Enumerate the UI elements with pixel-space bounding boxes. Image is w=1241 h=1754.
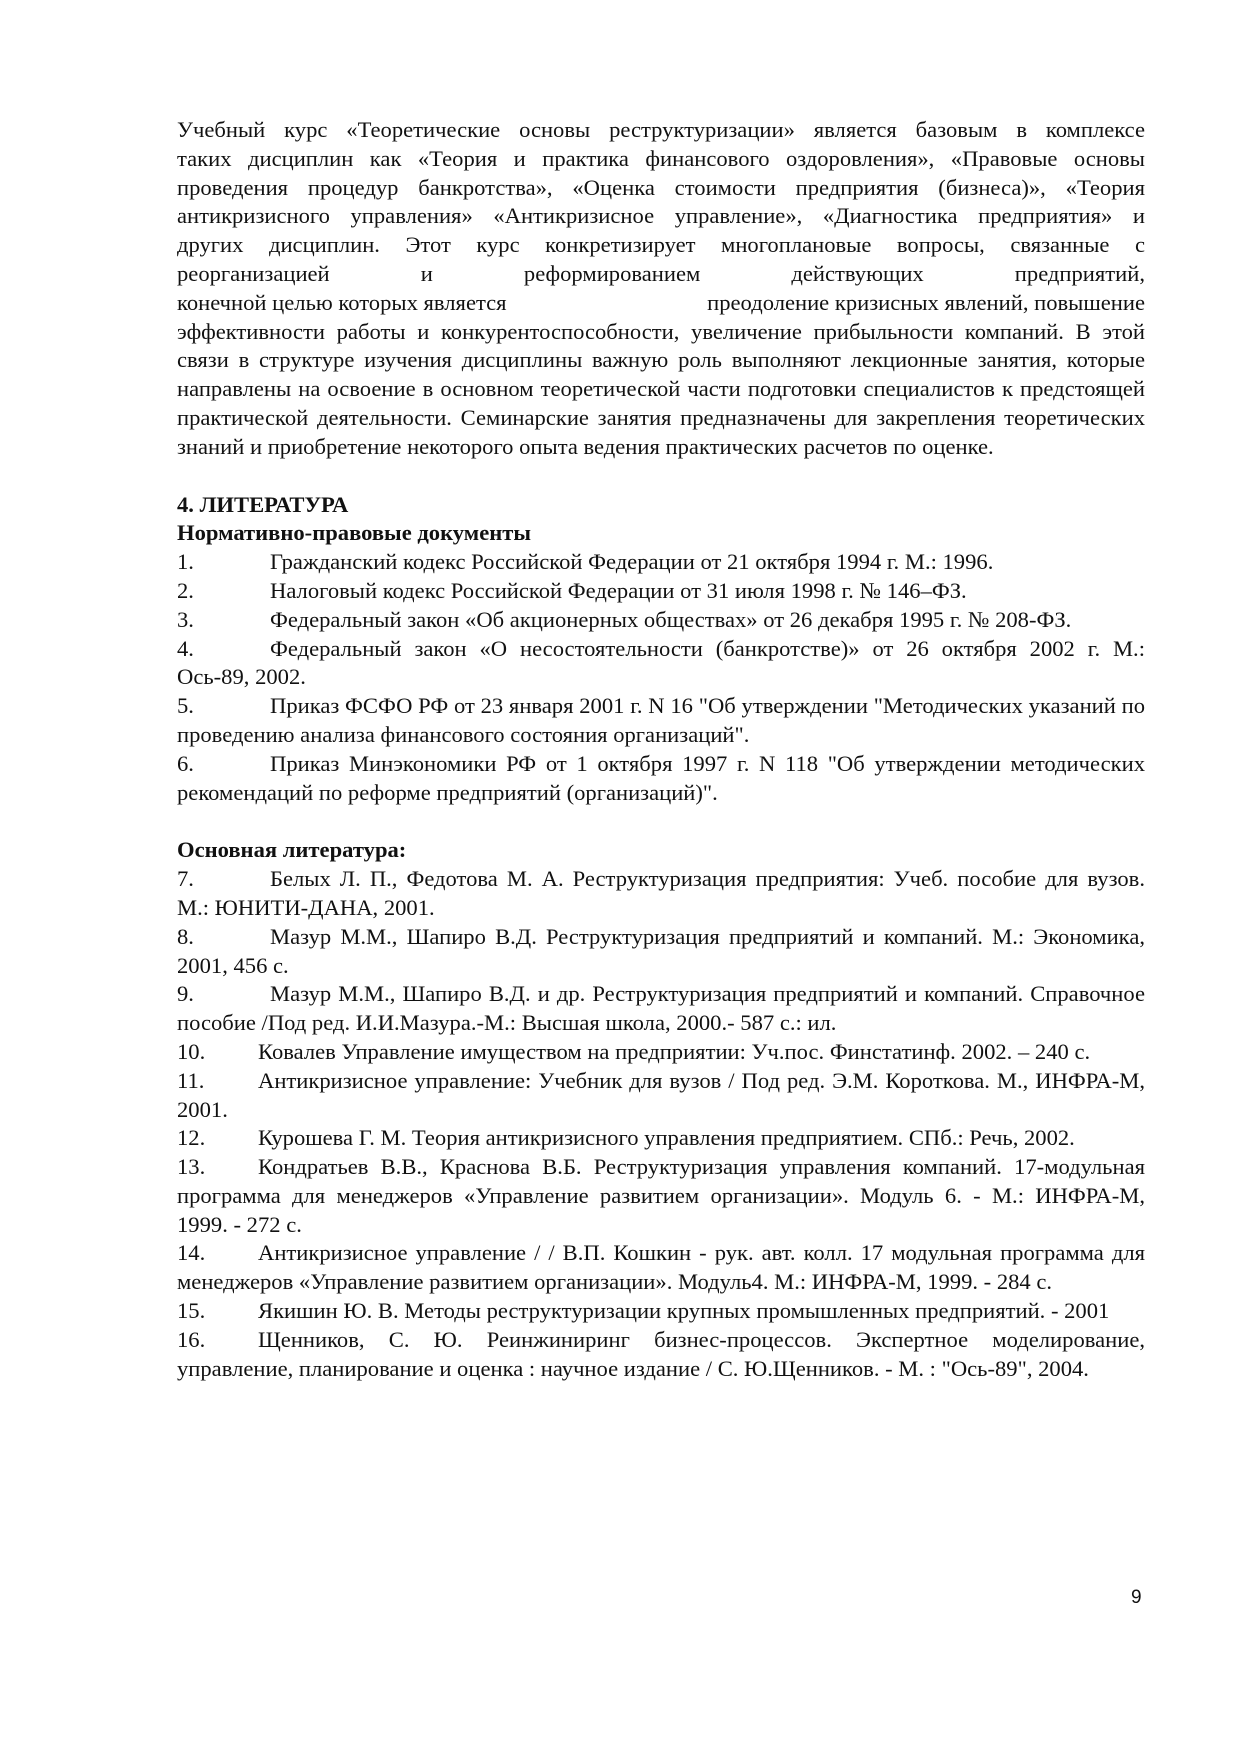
item-number: 4. <box>177 635 194 661</box>
section-title: 4. ЛИТЕРАТУРА <box>177 491 349 517</box>
item-text: Федеральный закон «О несостоятельности (банкротстве)» от 26 октября 2002 г. М.: Ось-89, 2002. <box>177 635 1145 690</box>
item-text: Мазур М.М., Шапиро В.Д. Реструктуризация предприятий и компаний. М.: Экономика, 2001, 456 с. <box>177 923 1145 978</box>
intro-rest: эффективности работы и конкурентоспособности, увеличение прибыльности компаний. В этой связи в структуре изучения дисциплины важную роль выполняют лекционные занятия, которые направлены на освоение в основном теоретической части подготовки специалистов к предстоящей практической деятельности. Семинарские занятия предназначены для закрепления теоретических знаний и приобретение некоторого опыта ведения практических расчетов по оценке. <box>177 318 1145 459</box>
item-text: Приказ ФСФО РФ от 23 января 2001 г. N 16 "Об утверждении "Методических указаний по проведению анализа финансового состояния организаций". <box>177 693 1145 747</box>
intro-paragraph <box>177 116 1145 462</box>
intro-line: таких дисциплин как «Теория и практика финансового оздоровления», «Правовые основы <box>177 145 1145 171</box>
intro-line: реорганизацией и реформированием действующих предприятий, <box>177 260 1145 286</box>
item-number: 11. <box>177 1067 205 1093</box>
item-text: Антикризисное управление / / В.П. Кошкин - рук. авт. колл. 17 модульная программа для менеджеров «Управление развитием организации». Модуль4. М.: ИНФРА-М, 1999. - 284 с. <box>177 1240 1145 1295</box>
item-text: Налоговый кодекс Российской Федерации от 31 июля 1998 г. № 146–ФЗ. <box>270 577 967 603</box>
list-item <box>177 692 1145 750</box>
item-text: Якишин Ю. В. Методы реструктуризации крупных промышленных предприятий. - 2001 <box>258 1298 1110 1324</box>
intro-line-right: преодоление кризисных явлений, повышение <box>707 289 1145 315</box>
list-item <box>177 1067 1145 1125</box>
list-item <box>177 577 1145 606</box>
item-text: Кондратьев В.В., Краснова В.Б. Реструктуризация управления компаний. 17-модульная программа для менеджеров «Управление развитием организации». Модуль 6. - М.: ИНФРА-М, 1999. - 272 с. <box>177 1154 1145 1237</box>
item-text: Курошева Г. М. Теория антикризисного управления предприятием. СПб.: Речь, 2002. <box>258 1125 1075 1151</box>
list-item <box>177 606 1145 635</box>
item-text: Ковалев Управление имуществом на предприятии: Уч.пос. Финстатинф. 2002. – 240 с. <box>258 1038 1091 1064</box>
item-number: 7. <box>177 866 194 892</box>
intro-line <box>177 289 1145 318</box>
intro-line: проведения процедур банкротства», «Оценка стоимости предприятия (бизнеса)», «Теория <box>177 174 1145 200</box>
item-text: Мазур М.М., Шапиро В.Д. и др. Реструктуризация предприятий и компаний. Справочное пособие /Под ред. И.И.Мазура.-М.: Высшая школа, 2000.- 587 с.: ил. <box>177 981 1145 1036</box>
intro-line: других дисциплин. Этот курс конкретизирует многоплановые вопросы, связанные с <box>177 232 1145 258</box>
list-item <box>177 1297 1145 1326</box>
main-literature-heading: Основная литература: <box>177 837 407 863</box>
item-number: 3. <box>177 606 194 632</box>
item-text: Антикризисное управление: Учебник для вузов / Под ред. Э.М. Короткова. М., ИНФРА-М, 2001. <box>177 1067 1145 1122</box>
item-number: 13. <box>177 1154 206 1180</box>
normative-list <box>177 548 1145 807</box>
item-text: Белых Л. П., Федотова М. А. Реструктуризация предприятия: Учеб. пособие для вузов. М.: ЮНИТИ-ДАНА, 2001. <box>177 866 1145 920</box>
page-number: 9 <box>1131 1587 1142 1608</box>
item-number: 12. <box>177 1125 206 1151</box>
intro-line-left: конечной целью которых является <box>177 289 507 315</box>
item-text: Приказ Минэкономики РФ от 1 октября 1997 г. N 118 "Об утверждении методических рекомендаций по реформе предприятий (организаций)". <box>177 750 1145 805</box>
main-literature-list <box>177 865 1145 1383</box>
list-item <box>177 1326 1145 1384</box>
item-number: 14. <box>177 1240 206 1266</box>
list-item <box>177 865 1145 923</box>
list-item <box>177 635 1145 693</box>
item-number: 16. <box>177 1326 206 1352</box>
item-number: 15. <box>177 1298 206 1324</box>
item-number: 6. <box>177 750 194 776</box>
list-item <box>177 1153 1145 1239</box>
item-number: 5. <box>177 693 194 719</box>
intro-line: Учебный курс «Теоретические основы реструктуризации» является базовым в комплексе <box>177 117 1145 142</box>
item-text: Щенников, С. Ю. Реинжиниринг бизнес-процессов. Экспертное моделирование, управление, планирование и оценка : научное издание / С. Ю.Щенников. - М. : "Ось-89", 2004. <box>177 1326 1145 1381</box>
list-item <box>177 1239 1145 1297</box>
list-item <box>177 548 1145 577</box>
item-number: 10. <box>177 1038 206 1064</box>
item-text: Федеральный закон «Об акционерных обществах» от 26 декабря 1995 г. № 208-ФЗ. <box>270 606 1072 632</box>
spacer <box>177 807 1145 836</box>
item-text: Гражданский кодекс Российской Федерации от 21 октября 1994 г. М.: 1996. <box>270 549 994 575</box>
intro-line: антикризисного управления» «Антикризисное управление», «Диагностика предприятия» и <box>177 203 1145 229</box>
item-number: 1. <box>177 549 194 575</box>
item-number: 2. <box>177 577 194 603</box>
item-number: 9. <box>177 981 194 1007</box>
list-item <box>177 1124 1145 1153</box>
normative-heading: Нормативно-правовые документы <box>177 520 531 546</box>
list-item <box>177 1038 1145 1067</box>
list-item <box>177 750 1145 808</box>
document-page <box>177 116 1145 1383</box>
list-item <box>177 980 1145 1038</box>
list-item <box>177 923 1145 981</box>
spacer <box>177 462 1145 491</box>
item-number: 8. <box>177 923 194 949</box>
